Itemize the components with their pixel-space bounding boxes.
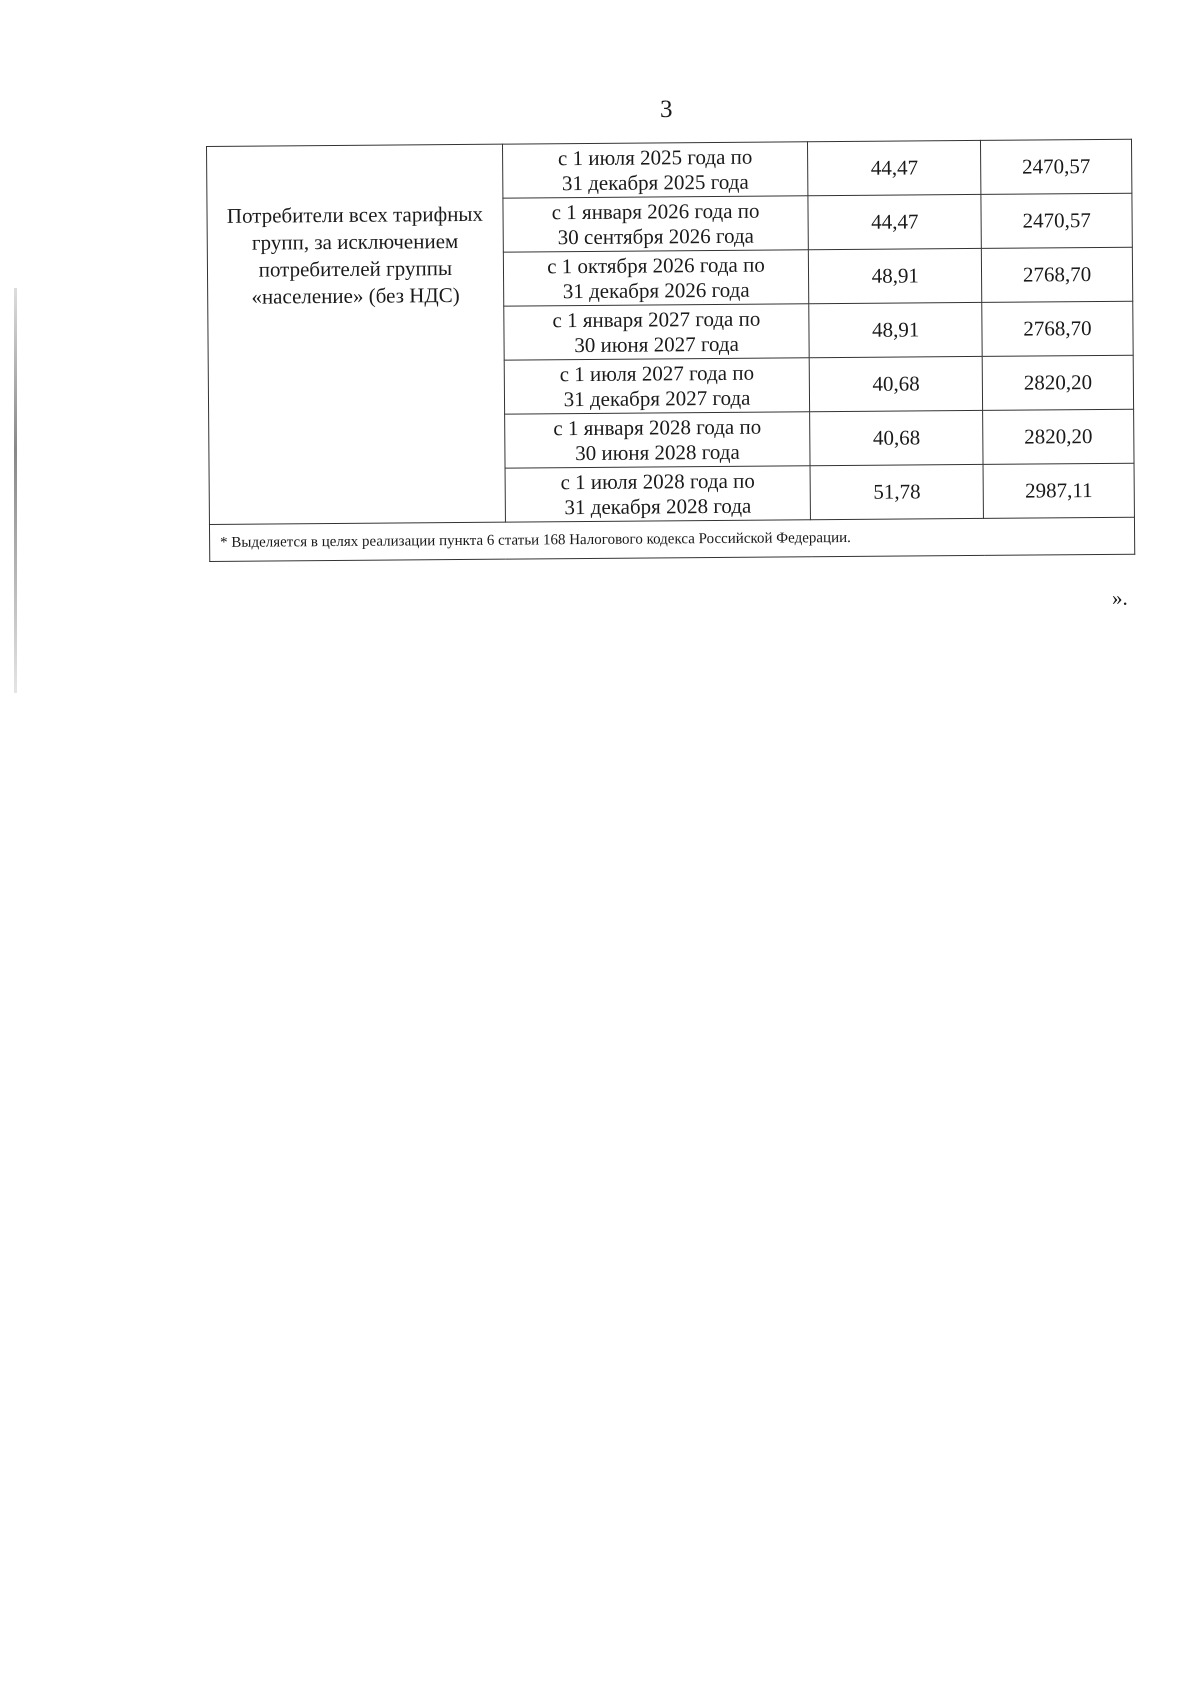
value-cell-1: 40,68 xyxy=(810,356,983,411)
period-cell xyxy=(504,412,810,468)
period-end: 31 декабря 2025 года xyxy=(561,169,749,195)
value-cell-1: 44,47 xyxy=(808,140,981,195)
period-cell xyxy=(504,358,810,414)
value-cell-1: 48,91 xyxy=(809,302,982,357)
footnote: * Выделяется в целях реализации пункта 6 статьи 168 Налогового кодекса Российской Федерации. xyxy=(209,517,1134,561)
value-cell-2: 2820,20 xyxy=(982,355,1133,410)
value-cell-2: 2470,57 xyxy=(981,139,1132,194)
table-row xyxy=(207,139,1132,200)
value-cell-2: 2470,57 xyxy=(981,193,1132,248)
period-start: с 1 октября 2026 года по xyxy=(547,252,765,278)
period-end: 31 декабря 2026 года xyxy=(562,277,750,303)
period-end: 30 июня 2028 года xyxy=(575,439,740,465)
period-start: с 1 января 2028 года по xyxy=(553,414,762,440)
value-cell-2: 2987,11 xyxy=(983,463,1134,518)
value-cell-2: 2820,20 xyxy=(983,409,1134,464)
value-cell-2: 2768,70 xyxy=(982,301,1133,356)
period-start: с 1 января 2026 года по xyxy=(551,198,760,224)
tariff-table xyxy=(206,139,1135,562)
page-number: 3 xyxy=(660,96,673,123)
period-start: с 1 июля 2027 года по xyxy=(559,360,755,386)
period-cell xyxy=(505,466,811,522)
value-cell-2: 2768,70 xyxy=(981,247,1132,302)
value-cell-1: 51,78 xyxy=(810,464,983,519)
period-cell xyxy=(502,142,808,198)
value-cell-1: 48,91 xyxy=(809,248,982,303)
period-cell xyxy=(503,250,809,306)
period-start: с 1 июля 2028 года по xyxy=(560,468,755,494)
period-cell xyxy=(503,196,809,252)
value-cell-1: 44,47 xyxy=(808,194,981,249)
period-end: 31 декабря 2028 года xyxy=(564,493,752,519)
period-end: 30 июня 2027 года xyxy=(574,331,739,357)
closing-quote-mark: ». xyxy=(1112,586,1128,610)
period-cell xyxy=(504,304,810,360)
scan-edge-artifact xyxy=(14,288,17,693)
period-end: 31 декабря 2027 года xyxy=(563,385,751,411)
consumer-group-label: Потребители всех тарифных групп, за исключением потребителей группы «население» (без НДС) xyxy=(207,144,506,524)
period-start: с 1 июля 2025 года по xyxy=(557,144,753,170)
period-end: 30 сентября 2026 года xyxy=(557,223,754,249)
footnote-row xyxy=(209,517,1134,561)
period-start: с 1 января 2027 года по xyxy=(552,306,761,332)
value-cell-1: 40,68 xyxy=(810,410,983,465)
